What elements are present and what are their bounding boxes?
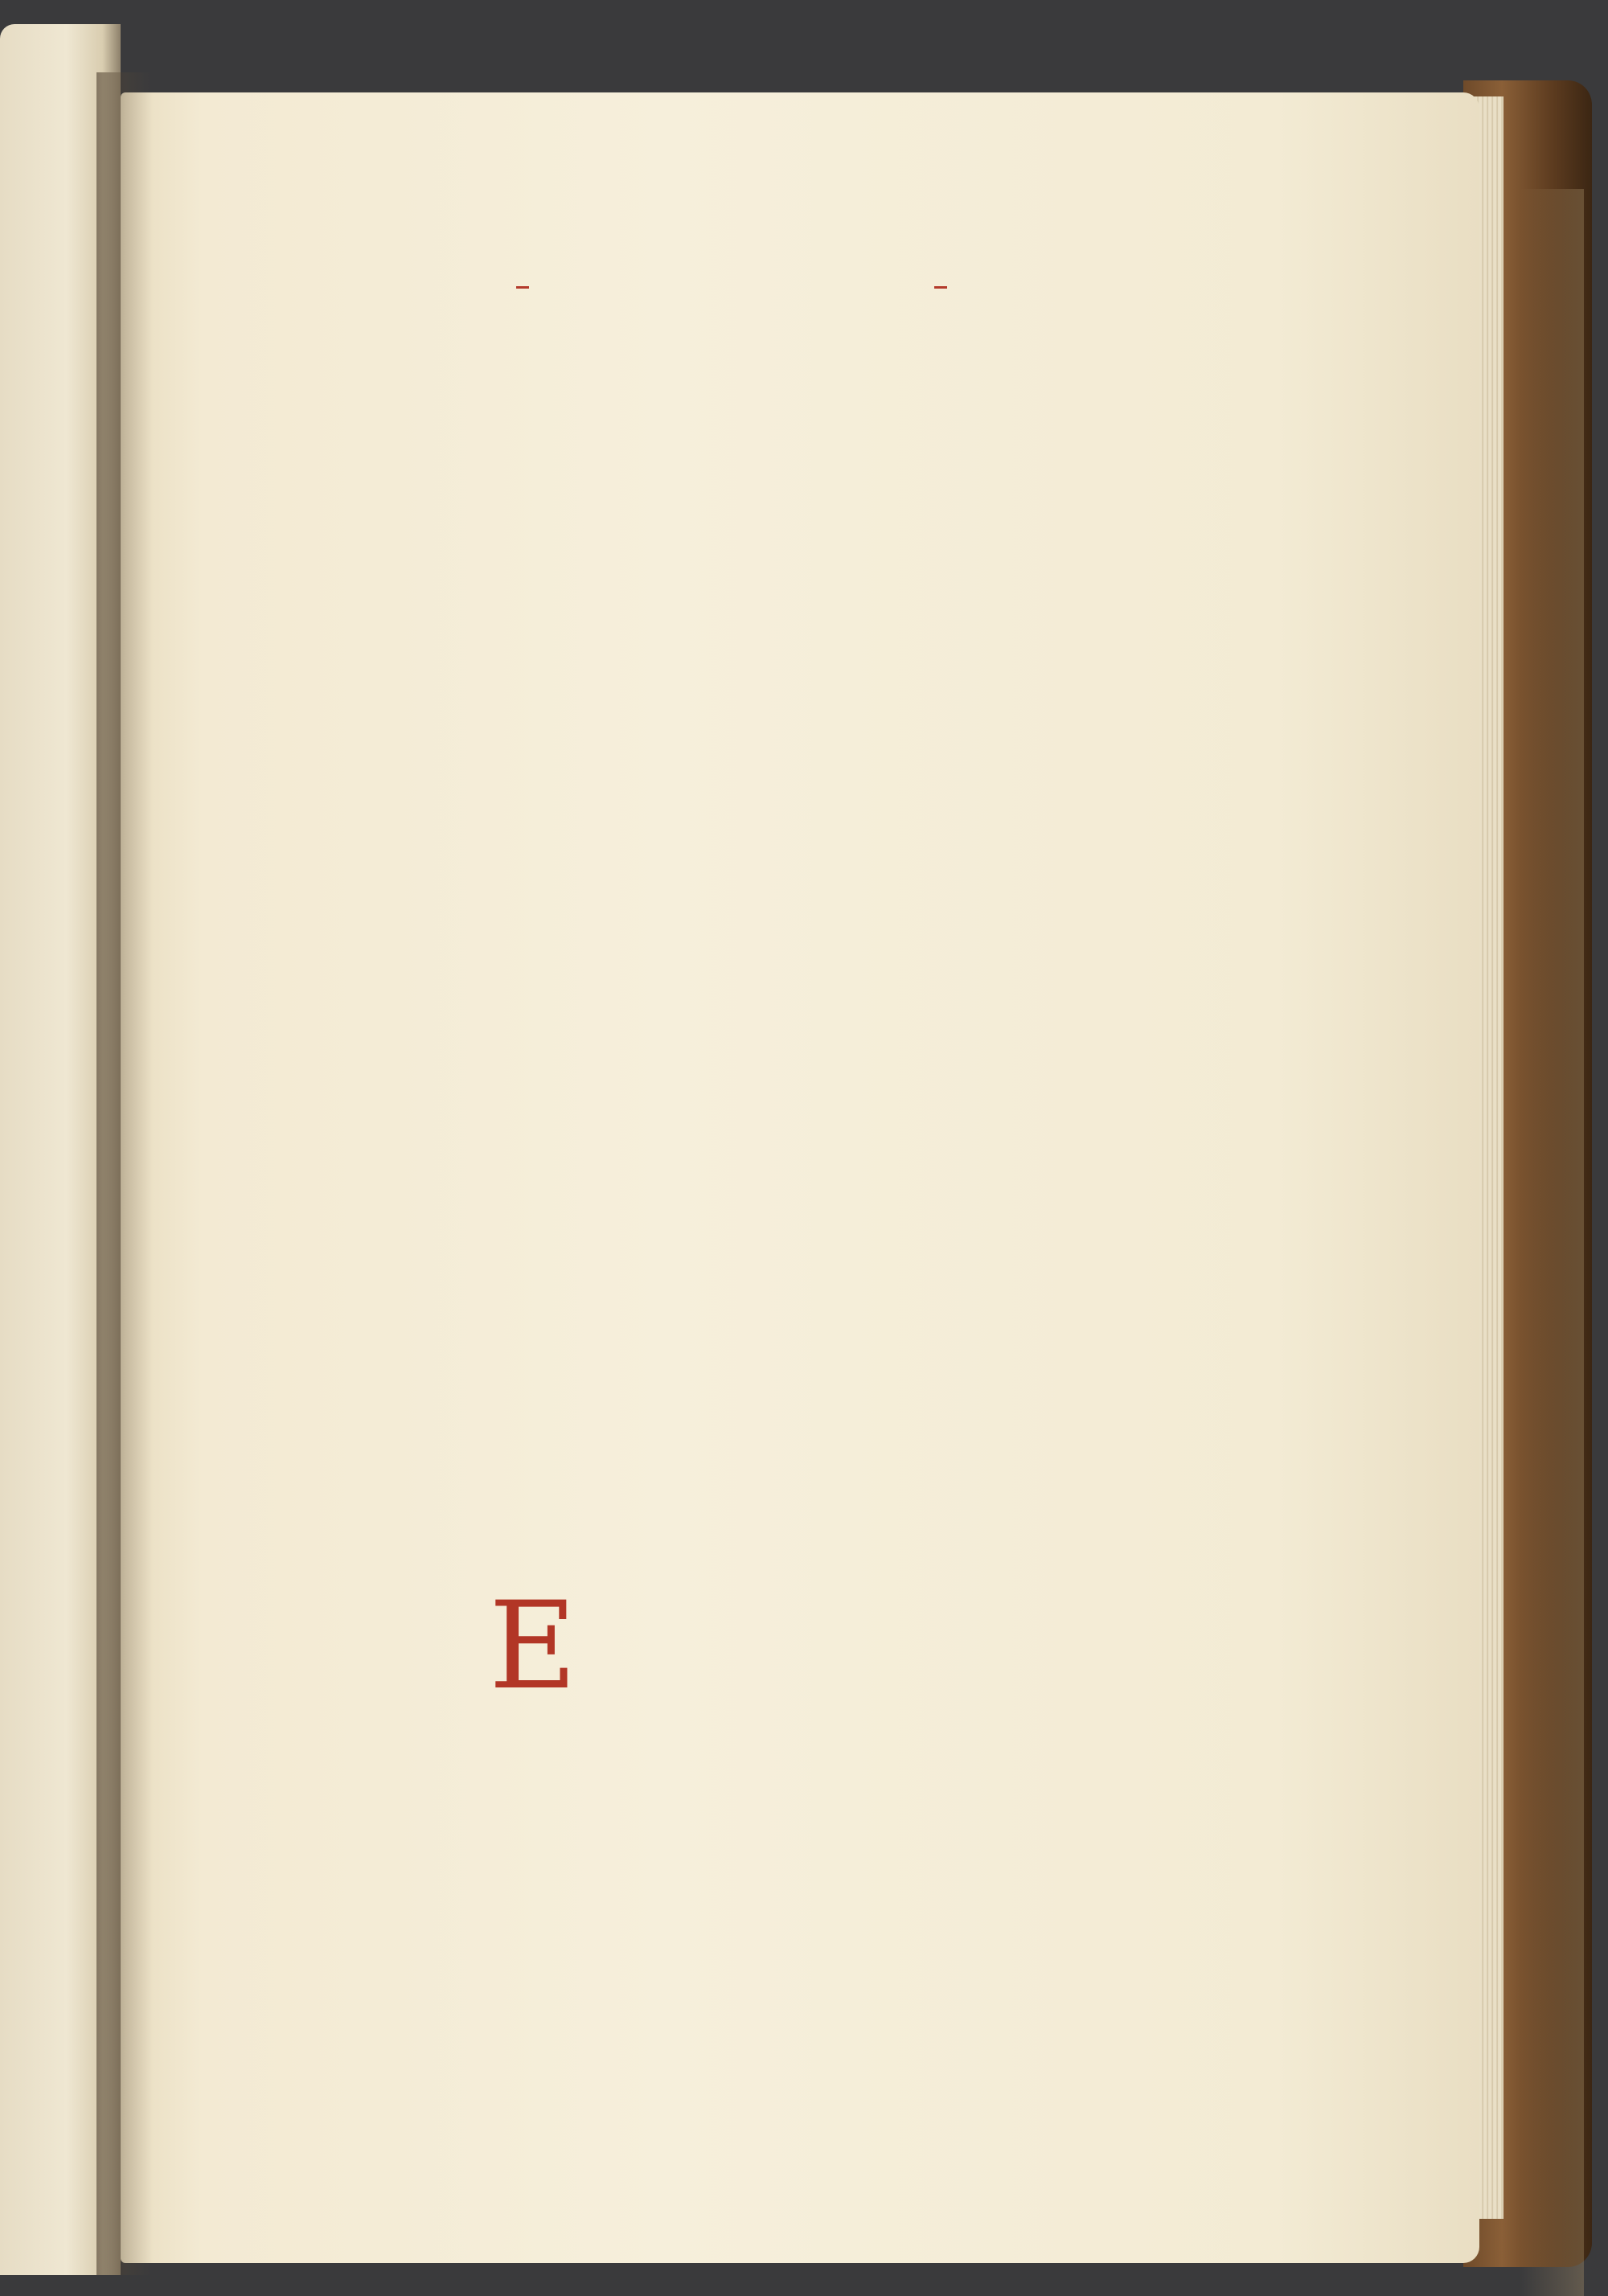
page-stain [1520, 189, 1584, 2296]
page [121, 92, 1479, 2263]
drop-cap-e: E [489, 1576, 577, 1716]
binding-gutter-shadow [96, 72, 153, 2275]
